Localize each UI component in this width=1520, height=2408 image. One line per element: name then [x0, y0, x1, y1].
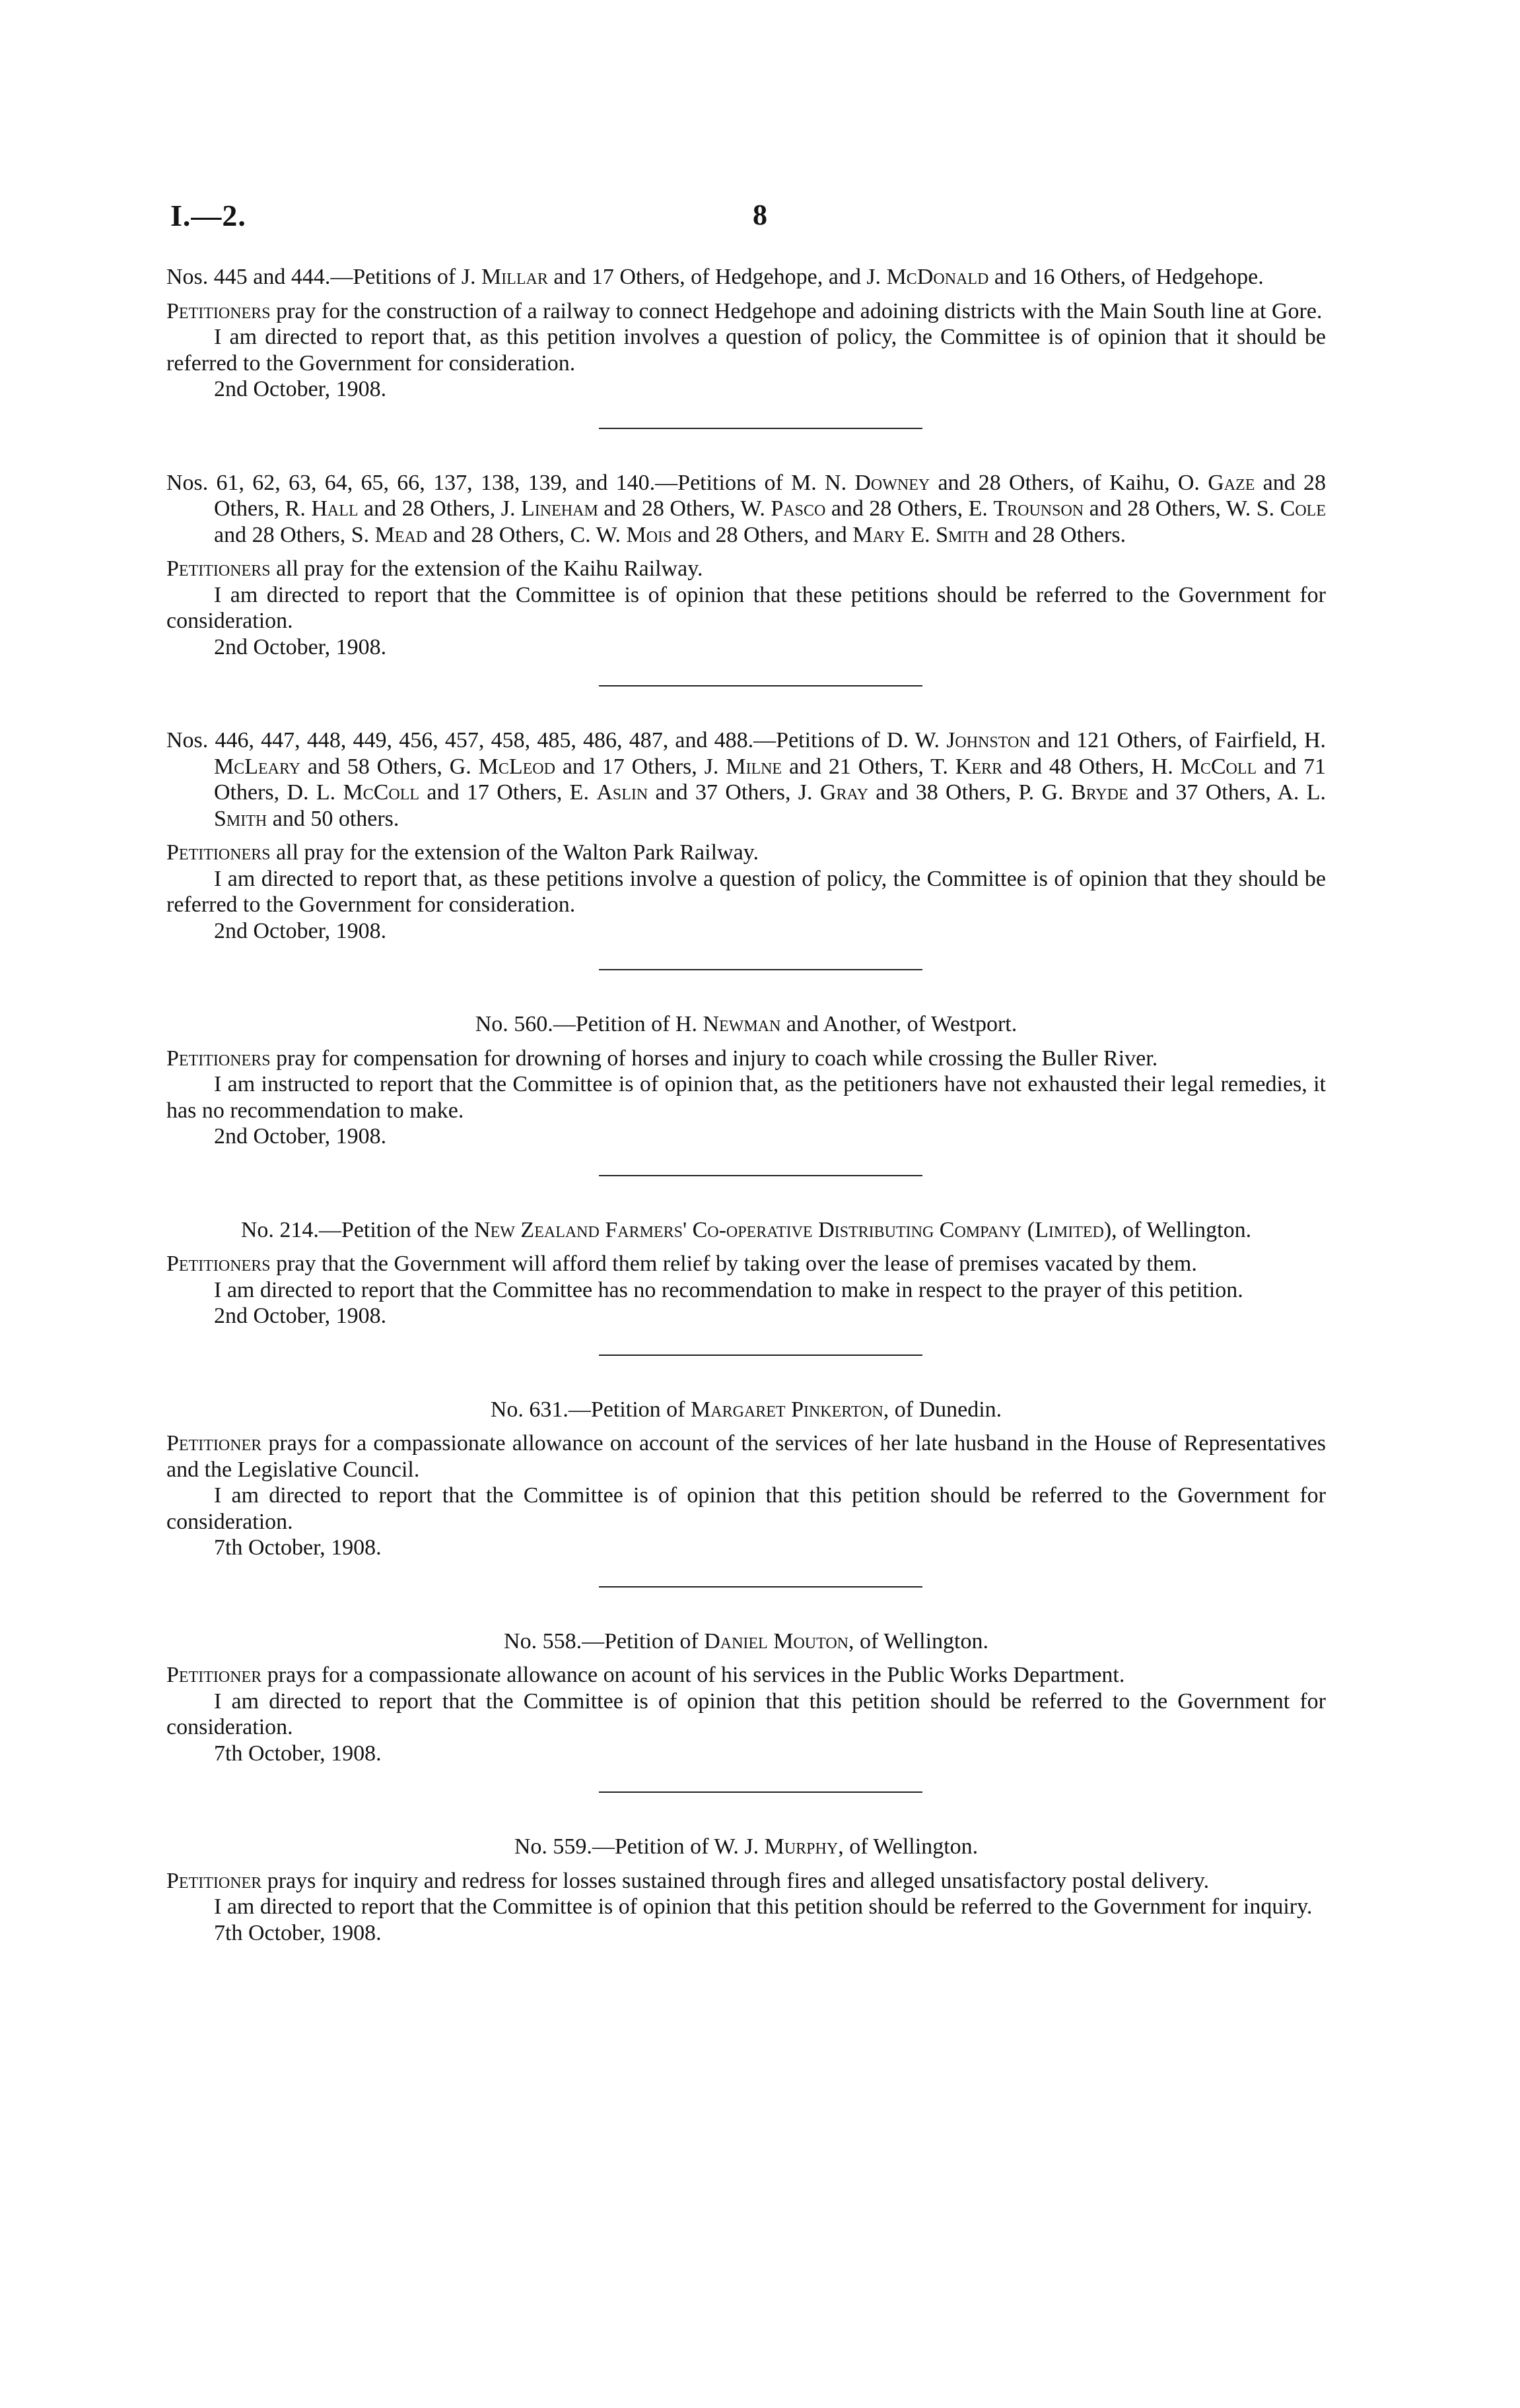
heading-text: No. 559.—Petition of W. J.	[514, 1834, 765, 1859]
petition-heading	[166, 1217, 1326, 1244]
section-divider	[599, 685, 922, 686]
document-body	[166, 264, 1326, 1946]
petitioner-name: Millar	[481, 265, 548, 289]
petition-heading	[166, 1397, 1326, 1423]
heading-text: and 17 Others, J.	[555, 754, 726, 779]
heading-text: No. 558.—Petition of	[504, 1628, 705, 1654]
heading-text: and 50 others.	[267, 806, 399, 831]
petitioner-name: Smith	[936, 522, 989, 547]
prayer-lead: Petitioners	[166, 298, 271, 323]
heading-text: No. 214.—Petition of the	[240, 1217, 475, 1242]
heading-text: and 48 Others, H.	[1002, 754, 1181, 779]
heading-text: and 16 Others, of Hedgehope.	[988, 265, 1264, 289]
section-divider	[599, 1586, 922, 1588]
petition-date: 2nd October, 1908.	[214, 1304, 387, 1328]
petition-prayer	[166, 556, 1326, 582]
petition-kaihu-railway	[166, 470, 1326, 661]
petitioner-name: Mois	[626, 522, 672, 547]
petitioner-name: McColl	[1180, 754, 1257, 779]
heading-text: , of Wellington.	[1111, 1217, 1252, 1242]
prayer-lead: Petitioners	[166, 1252, 271, 1276]
petition-prayer	[166, 1662, 1326, 1689]
heading-text: Nos. 445 and 444.—Petitions of J.	[166, 265, 481, 289]
petition-559	[166, 1834, 1326, 1946]
petition-560	[166, 1011, 1326, 1150]
heading-text: and 71 Others, D. L.	[214, 754, 1326, 805]
petition-report: I am directed to report that the Committee has no recommendation to make in respect to the prayer of this petition.	[214, 1277, 1243, 1302]
prayer-lead: Petitioners	[166, 556, 271, 581]
petitioner-name: Cole	[1280, 496, 1327, 521]
petitioner-name: McLeod	[478, 754, 555, 779]
petitioner-name: Hall	[311, 496, 359, 521]
petitioner-name: Bryde	[1070, 780, 1128, 805]
heading-text: and 17 Others, E.	[419, 780, 597, 805]
petition-report: I am directed to report that the Committee is of opinion that this petition should be referred to the Government for consideration.	[166, 1483, 1326, 1534]
heading-text: and 58 Others, G.	[300, 754, 479, 779]
petitioner-name: Downey	[854, 470, 930, 495]
petition-214	[166, 1217, 1326, 1329]
petitioner-name: McLeary	[214, 754, 301, 779]
petition-date: 2nd October, 1908.	[214, 377, 387, 401]
petitioner-name: Lineham	[521, 496, 598, 521]
heading-text: and 28 Others, W.	[598, 496, 771, 521]
heading-text: and 37 Others, J.	[648, 780, 820, 805]
heading-text: and 28 Others, E.	[825, 496, 994, 521]
prayer-lead: Petitioner	[166, 1868, 262, 1893]
petition-heading	[166, 727, 1326, 832]
petition-631	[166, 1397, 1326, 1561]
heading-text: and 28 Others.	[988, 522, 1126, 547]
heading-text: and 28 Others, and	[672, 522, 853, 547]
heading-text: No. 631.—Petition of	[490, 1397, 691, 1422]
petitioner-name: New Zealand Farmers' Co-operative Distributing Company (Limited)	[474, 1217, 1112, 1242]
petitioner-name: Newman	[703, 1012, 781, 1036]
petition-558	[166, 1628, 1326, 1767]
prayer-lead: Petitioner	[166, 1663, 262, 1687]
heading-text: , of Wellington.	[848, 1628, 988, 1654]
heading-text: and 17 Others, of Hedgehope, and J.	[547, 265, 887, 289]
petition-date: 2nd October, 1908.	[214, 634, 387, 659]
section-divider	[599, 1175, 922, 1176]
heading-text: and 121 Others, of Fairfield, H.	[1030, 728, 1327, 752]
page-number: 8	[753, 199, 767, 231]
prayer-lead: Petitioner	[166, 1431, 262, 1455]
petition-report: I am directed to report that the Committee is of opinion that this petition should be referred to the Government for consideration.	[166, 1689, 1326, 1739]
petition-prayer	[166, 1046, 1326, 1072]
heading-text: and 28 Others, J.	[358, 496, 522, 521]
prayer-text: pray for compensation for drowning of horses and injury to coach while crossing the Buller River.	[270, 1046, 1158, 1071]
petition-445-444	[166, 264, 1326, 403]
petitioner-name: Johnston	[946, 728, 1031, 752]
petitioner-name: Mead	[374, 522, 428, 547]
heading-text: and Another, of Westport.	[780, 1012, 1018, 1036]
prayer-text: prays for inquiry and redress for losses sustained through fires and alleged unsatisfactory postal delivery.	[261, 1868, 1210, 1893]
prayer-text: pray that the Government will afford them relief by taking over the lease of premises vacated by them.	[270, 1252, 1197, 1276]
petition-report: I am instructed to report that the Committee is of opinion that, as the petitioners have not exhausted their legal remedies, it has no recommendation to make.	[166, 1072, 1326, 1123]
petition-date: 7th October, 1908.	[214, 1535, 382, 1560]
heading-text: No. 560.—Petition of H.	[475, 1012, 703, 1036]
section-divider	[599, 969, 922, 970]
petitioner-name: Trounson	[993, 496, 1084, 521]
petition-date: 2nd October, 1908.	[214, 918, 387, 943]
petition-date: 2nd October, 1908.	[214, 1124, 387, 1149]
petition-report: I am directed to report that the Committee is of opinion that these petitions should be referred to the Government for consideration.	[166, 582, 1326, 633]
petitioner-name: Gaze	[1208, 470, 1255, 495]
petitioner-name: Pasco	[771, 496, 826, 521]
heading-text: and 28 Others, S.	[214, 522, 375, 547]
petitioner-name: Murphy	[764, 1834, 839, 1859]
prayer-text: all pray for the extension of the Kaihu Railway.	[270, 556, 703, 581]
petition-prayer	[166, 298, 1326, 325]
petition-heading	[166, 1011, 1326, 1038]
heading-text: and 28 Others, R.	[214, 470, 1327, 521]
petitioner-name: Mary	[852, 522, 905, 547]
petition-prayer	[166, 1868, 1326, 1894]
prayer-text: all pray for the extension of the Walton Park Railway.	[270, 840, 759, 865]
petition-report: I am directed to report that the Committee is of opinion that this petition should be referred to the Government for inquiry.	[214, 1894, 1313, 1919]
heading-text: and 21 Others, T.	[782, 754, 955, 779]
heading-text: Nos. 61, 62, 63, 64, 65, 66, 137, 138, 139, and 140.—Petitions of M. N.	[166, 470, 855, 495]
heading-text: and 28 Others, W. S.	[1084, 496, 1280, 521]
petitioner-name: Milne	[726, 754, 782, 779]
heading-text: Nos. 446, 447, 448, 449, 456, 457, 458, 485, 486, 487, and 488.—Petitions of D. W.	[166, 728, 947, 752]
petitioner-name: Daniel Mouton	[704, 1628, 849, 1654]
petitioner-name: McDonald	[886, 265, 989, 289]
document-reference: I.—2.	[170, 199, 246, 232]
petition-prayer	[166, 840, 1326, 866]
petition-heading	[166, 470, 1326, 549]
petition-heading	[166, 1834, 1326, 1860]
petition-date: 7th October, 1908.	[214, 1741, 382, 1766]
heading-text: and 28 Others, C. W.	[427, 522, 627, 547]
petitioner-name: Kerr	[955, 754, 1003, 779]
petition-heading	[166, 1628, 1326, 1655]
petition-report: I am directed to report that, as this petition involves a question of policy, the Committee is of opinion that it should be referred to the Government for consideration.	[166, 325, 1326, 376]
heading-text: and 37 Others, A. L.	[1128, 780, 1327, 805]
page-header	[0, 198, 1520, 238]
petitioner-name: Aslin	[596, 780, 648, 805]
section-divider	[599, 428, 922, 429]
prayer-text: prays for a compassionate allowance on acount of his services in the Public Works Department.	[261, 1663, 1125, 1687]
petitioner-name: Smith	[214, 806, 267, 831]
section-divider	[599, 1354, 922, 1356]
petition-prayer	[166, 1251, 1326, 1277]
petitioner-name: Gray	[819, 780, 868, 805]
petition-heading	[166, 264, 1326, 290]
petitioner-name: McColl	[343, 780, 420, 805]
heading-text: and 28 Others, of Kaihu, O.	[930, 470, 1208, 495]
prayer-text: prays for a compassionate allowance on account of the services of her late husband in the House of Representatives and the Legislative Council.	[166, 1431, 1326, 1482]
petition-walton-park-railway	[166, 727, 1326, 944]
prayer-text: pray for the construction of a railway to connect Hedgehope and adoining districts with the Main South line at Gore.	[270, 298, 1323, 323]
heading-text: and 38 Others, P. G.	[868, 780, 1071, 805]
prayer-lead: Petitioners	[166, 1046, 271, 1071]
petition-report: I am directed to report that, as these petitions involve a question of policy, the Committee is of opinion that they should be referred to the Government for consideration.	[166, 866, 1326, 917]
heading-text: E.	[905, 522, 936, 547]
petition-prayer	[166, 1430, 1326, 1483]
heading-text: , of Wellington.	[838, 1834, 979, 1859]
prayer-lead: Petitioners	[166, 840, 271, 865]
heading-text: , of Dunedin.	[883, 1397, 1002, 1422]
section-divider	[599, 1791, 922, 1793]
petitioner-name: Margaret Pinkerton	[691, 1397, 883, 1422]
petition-date: 7th October, 1908.	[214, 1920, 382, 1945]
